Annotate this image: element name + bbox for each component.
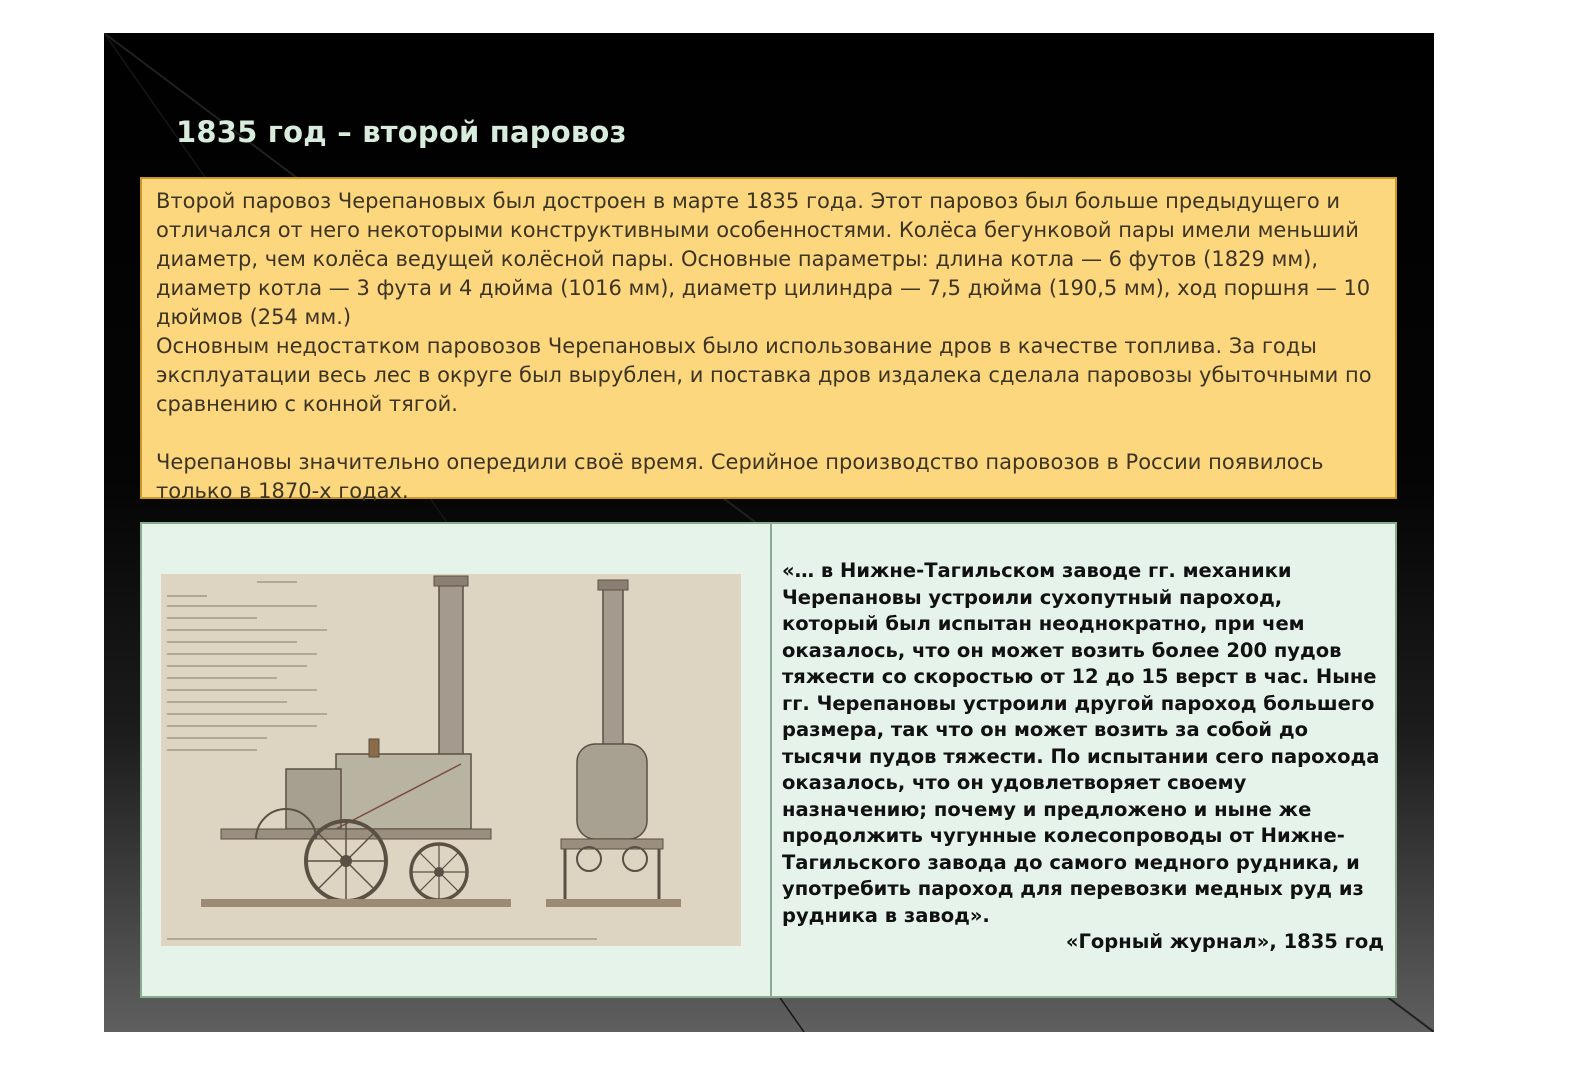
paragraph-conclusion: Черепановы значительно опередили своё время. Серийное производство паровозов в России появилось только в 1870-х годах. <box>156 450 1324 503</box>
paragraph-parameters: Второй паровоз Черепановых был достроен в марте 1835 года. Этот паровоз был больше предыдущего и отличался от него некоторыми конструктивными особенностями. Колёса бегунковой пары имели меньший диаметр, чем колёса ведущей колёсной пары. Основные параметры: длина котла — 6 футов (1829 мм), диаметр котла — 3 фута и 4 дюйма (1016 мм), диаметр цилиндра — 7,5 дюйма (190,5 мм), ход поршня — 10 дюймов (254 мм.) <box>156 189 1371 329</box>
quote-text: «… в Нижне-Тагильском заводе гг. механики Черепановы устроили сухопутный пароход, который был испытан неоднократно, при чем оказалось, что он может возить более 200 пудов тяжести со скоростью от 12 до 15 верст в час. Ныне гг. Черепановы устроили другой пароход большего размера, так что он может возить за собой до тысячи пудов тяжести. По испытании сего парохода оказалось, что он удовлетворяет своему назначению; почему и предложено и ныне же продолжить чугунные колесопроводы от Нижне-Тагильского завода до самого медного рудника, и употребить пароход для перевозки медных руд из рудника в завод». <box>782 559 1380 927</box>
description-text-box <box>140 177 1397 503</box>
lower-panel <box>140 522 1397 998</box>
paragraph-drawbacks: Основным недостатком паровозов Черепановых было использование дров в качестве топлива. За годы эксплуатации весь лес в округе был вырублен, и поставка дров издалека сделала паровозы убыточными по сравнению с конной тягой. <box>156 334 1372 416</box>
quote-block <box>782 558 1384 956</box>
slide <box>104 33 1434 1032</box>
quote-source: «Горный журнал», 1835 год <box>1065 930 1384 953</box>
locomotive-drawing-image <box>161 574 741 946</box>
panel-divider <box>770 524 772 996</box>
slide-title: 1835 год – второй паровоз <box>176 115 627 149</box>
locomotive-drawing <box>161 574 741 946</box>
